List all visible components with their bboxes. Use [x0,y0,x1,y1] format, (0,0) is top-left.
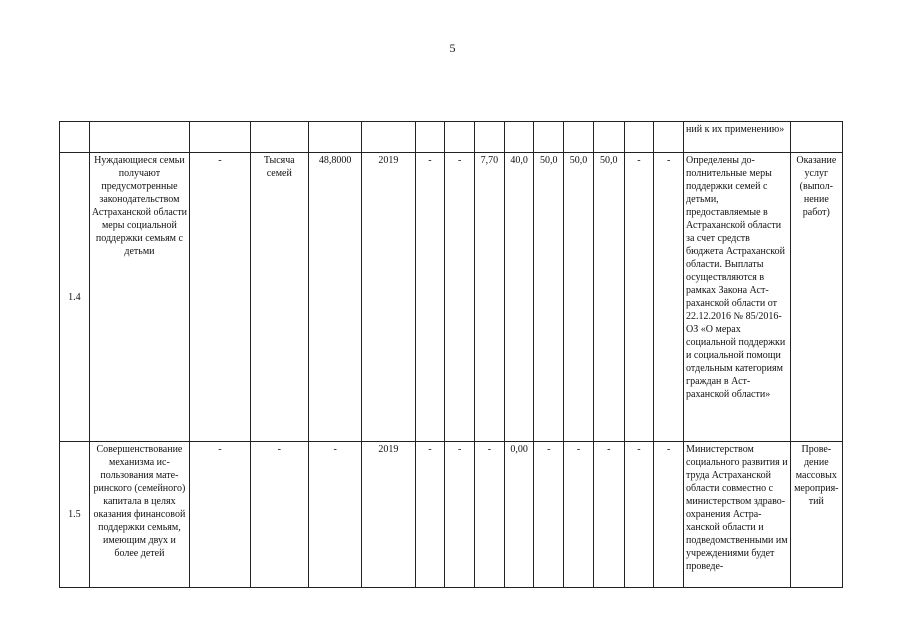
value-cell: - [593,442,624,588]
base-value-cell: 48,8000 [309,153,362,442]
indicator-title: Нуждающиеся семьи получают предусмотренные законодательством Астраханской области меры социальной поддержки семьям с детьми [89,153,189,442]
unit-cell: Тысяча семей [250,153,308,442]
table-row [60,122,843,153]
value-cell: - [415,153,445,442]
description-cell: ний к их применению» [684,122,791,153]
value-cell: 50,0 [564,153,594,442]
table-row [60,442,843,588]
value-cell: - [654,442,684,588]
value-cell: - [624,153,654,442]
value-cell: - [445,442,475,588]
table-row [60,153,843,442]
row-number: 1.4 [60,153,90,442]
value-cell: 40,0 [504,153,534,442]
value-cell: - [415,442,445,588]
value-cell: 50,0 [593,153,624,442]
base-value-cell: - [309,442,362,588]
value-cell: - [624,442,654,588]
value-cell: 0,00 [504,442,534,588]
value-cell: - [190,442,250,588]
value-cell: - [654,153,684,442]
unit-cell: - [250,442,308,588]
indicator-title: Совершенствование механизма использования материнского (семейного) капитала в целях оказания финансовой поддержки семьям, имеющим двух и более детей [89,442,189,588]
description-cell: Определены дополнительные меры поддержки семей с детьми, предоставляемые в Астраханской области за счет средств бюджета Астраханской области. Выплаты осуществляются в рамках Закона Астраханской области от 22.12.2016 № 85/2016-ОЗ «О мерах социальной поддержки и социальной помощи отдельным категориям граждан в Астраханской области» [684,153,791,442]
year-cell: 2019 [362,153,415,442]
data-table [59,121,843,588]
value-cell: - [190,153,250,442]
type-cell: Проведение массовых мероприятий [790,442,842,588]
value-cell: - [534,442,564,588]
value-cell: - [475,442,505,588]
type-cell: Оказание услуг (выполнение работ) [790,153,842,442]
year-cell: 2019 [362,442,415,588]
value-cell: - [445,153,475,442]
description-cell: Министерством социального развития и труда Астраханской области совместно с министерством здравоохранения Астраханской области и подведомственными им учреждениями будет проведе- [684,442,791,588]
value-cell: 7,70 [475,153,505,442]
page-number: 5 [449,41,456,55]
value-cell: 50,0 [534,153,564,442]
value-cell: - [564,442,594,588]
row-number: 1.5 [60,442,90,588]
